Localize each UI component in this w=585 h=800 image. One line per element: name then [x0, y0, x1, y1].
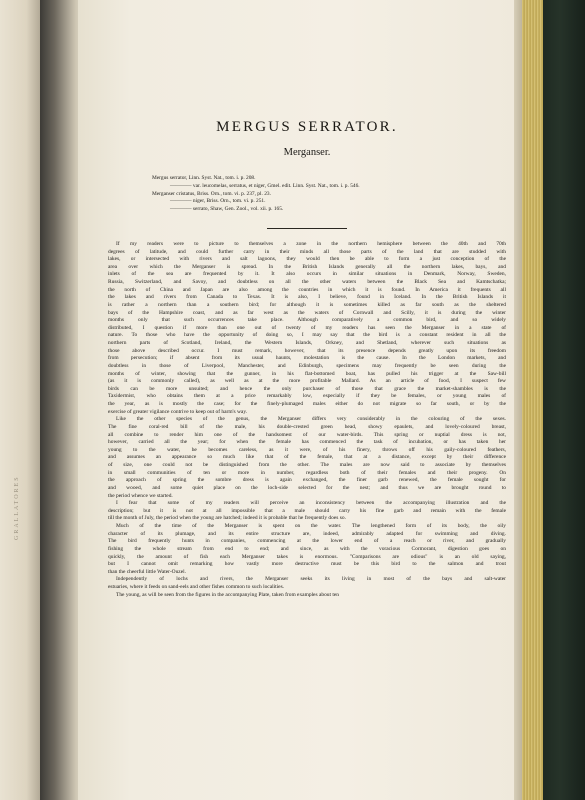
text-line: from persecution; if absent from its usual haunts, molestation is the cause. In the London markets, and	[108, 355, 506, 362]
text-line: in small communities of ten or more in number, regardless both of their females and their progeny. On	[108, 469, 506, 476]
left-page-faint-text: GRALLATORES	[14, 475, 20, 540]
text-line: The bird frequently hunts in companies, commencing at the lower end of a reach or river, and gradually	[108, 538, 506, 545]
paragraph	[108, 416, 506, 500]
text-line: I fear that some of my readers will perceive an inconsistency between the accompanying illustration and the	[116, 500, 506, 507]
text-line: Taxidermist, who obtains them at a price remarkably low, especially if they be females, or young males of	[108, 393, 506, 400]
text-line: The fine coral-red bill of the male, his double-crested green head, showy epaulets, and lovely-coloured breast,	[108, 423, 506, 430]
paragraph	[108, 576, 506, 591]
synonym-line: ———— serrato, Shaw, Gen. Zool., vol. xii. p. 165.	[170, 206, 284, 213]
text-line: doubtless in those of Liverpool, Manchester, and Edinburgh, specimens may frequently be seen during the	[108, 362, 506, 369]
text-line: the year, as is mostly the case; for the finely-plumaged males either do not migrate so far south, or by the	[108, 401, 506, 408]
synonymy-list	[152, 175, 504, 214]
text-line: northern parts of Scotland, Ireland, the Western Islands, Orkney, and Shetland, wherever such situations as	[108, 340, 506, 347]
text-line: but I cannot omit remarking how vastly more destructive must be this bird to the salmon and trout	[108, 561, 506, 568]
common-name: Merganser.	[283, 147, 331, 158]
text-line: however, carried all the year; for when the female has commenced the task of incubation, or has taken her	[108, 439, 506, 446]
text-line: young to the water, he becomes careless, as it were, of his finery, throws off his gaily-coloured feathers,	[108, 446, 506, 453]
text-line: the approach of spring the sombre dress is again exchanged, the finer garb renewed, the female sought for	[108, 477, 506, 484]
text-line: Russia, Switzerland, and Savoy, and doubtless on all the other waters between the Black Sea and Kamtschatka;	[108, 279, 506, 286]
text-line: the period whence we started.	[108, 492, 173, 499]
text-line: (as it is commonly called), as well as at the more profitable Mallard. As an article of food, I suspect few	[108, 378, 506, 385]
text-line: is rather a northern than a southern bird; for although it is sometimes killed as far south as the sheltered	[108, 301, 506, 308]
text-line: area over which the Merganser is spread. In the British Islands generally all the northern lakes, bays, and	[108, 263, 506, 270]
text-line: The young, as will be seen from the figures in the accompanying Plate, taken from examples about ten	[116, 591, 340, 598]
gilt-page-stack	[522, 0, 544, 800]
text-line: than the cheerful little Water-Ouzel.	[108, 568, 187, 575]
text-line: the north of China and Japan are also among the countries in which it is found. In America it frequents all	[108, 286, 506, 293]
paragraph	[108, 241, 506, 416]
species-title: MERGUS SERRATOR.	[216, 119, 398, 135]
synonym-line: ———— niger, Briss. Orn., tom. vi. p. 251.	[170, 198, 266, 205]
text-line: the lakes and rivers from Canada to Texas. It is also, I believe, found in Iceland. In the British Islands it	[108, 294, 506, 301]
synonym-line: Mergus serrator, Linn. Syst. Nat., tom. i. p. 208.	[152, 175, 256, 181]
text-line: lakes, or intersected with rivers and salt lagoons, they would then be able to form a just conception of the	[108, 256, 506, 263]
text-line: nature. To those who have the opportunity of doing so, I may say that the bird is a constant resident in all the	[108, 332, 506, 339]
text-line: fishing the whole stream from end to end; and since, as with the voracious Cormorant, digestion goes on	[108, 545, 506, 552]
text-line: all combine to render him one of the handsomest of our water-birds. This spring or nuptial dress is not,	[108, 431, 506, 438]
paragraph	[108, 592, 506, 600]
text-line: and wooed, and some quiet place on the loch-side selected for the nest; and thus we are brought round to	[108, 484, 506, 491]
text-line: distributed, I question if more than one out of twenty of my readers has seen the Merganser in a state of	[108, 324, 506, 331]
text-line: Like the other species of the genus, the Merganser differs very considerably in the colouring of the sexes.	[116, 416, 506, 423]
text-line: till the month of July, the period when the young are hatched; indeed it is probable that he frequently does so.	[108, 515, 346, 522]
paragraph	[108, 500, 506, 523]
body-text	[108, 241, 506, 599]
text-line: months only that such occurrences take place. Although comparatively a common bird, and so widely	[108, 317, 506, 324]
text-line: exercise of greater vigilance contrive to keep out of harm's way.	[108, 408, 248, 415]
book-cover	[543, 0, 585, 800]
text-line: Independently of lochs and rivers, the Merganser seeks its living in most of the bays and salt-water	[116, 576, 506, 583]
text-line: character of its plumage, and its entire structure are, indeed, admirably adapted for swimming and diving.	[108, 530, 506, 537]
text-line: and assumes an appearance so much like that of the female, that at a distance, except by their difference	[108, 454, 506, 461]
text-line: bays of the Hampshire coast, and as far west as the waters of Cornwall and Scilly, it is during the winter	[108, 309, 506, 316]
text-line: those above described occur. I must remark, however, that its presence depends greatly upon its freedom	[108, 347, 506, 354]
synonym-line: ———— var. leucomelas, serratus, et niger, Gmel. edit. Linn. Syst. Nat., tom. i. p. 546.	[170, 182, 360, 189]
divider-rule	[267, 228, 347, 229]
page-content	[108, 118, 506, 599]
text-line: If my readers were to picture to themselves a zone in the northern hemisphere between the 40th and 70th	[116, 240, 506, 247]
paragraph	[108, 523, 506, 576]
text-line: inlets of the sea are frequented by it. It also occurs in similar situations in Denmark, Norway, Sweden,	[108, 271, 506, 278]
text-line: estuaries, where it feeds on sand-eels and other fishes common to such localities.	[108, 584, 285, 591]
text-line: degrees of latitude, and could further carry in their minds all those parts of the land that are studded with	[108, 248, 506, 255]
text-line: months of winter, showing that the gunner, in his flat-bottomed boat, has pulled his trigger at the Saw-bill	[108, 370, 506, 377]
text-line: description; but it is not at all impossible that a male should carry his fine garb and remain with the female	[108, 507, 506, 514]
text-line: of size, one could not be distinguished from the other. The males are now said to associate by themselves	[108, 462, 506, 469]
text-line: quickly, the amount of fish each Merganser takes is enormous. "Comparisons are odious" is an old saying,	[108, 553, 506, 560]
text-line: Much of the time of the Merganser is spent on the water. The lengthened form of its body, the oily	[116, 523, 506, 530]
text-line: birds can be more unsuited; and hence the only purchaser of those that grace the market-shambles is the	[108, 385, 506, 392]
synonym-line: Merganser cristatus, Briss. Orn., tom. vi. p. 237, pl. 23.	[152, 190, 271, 197]
